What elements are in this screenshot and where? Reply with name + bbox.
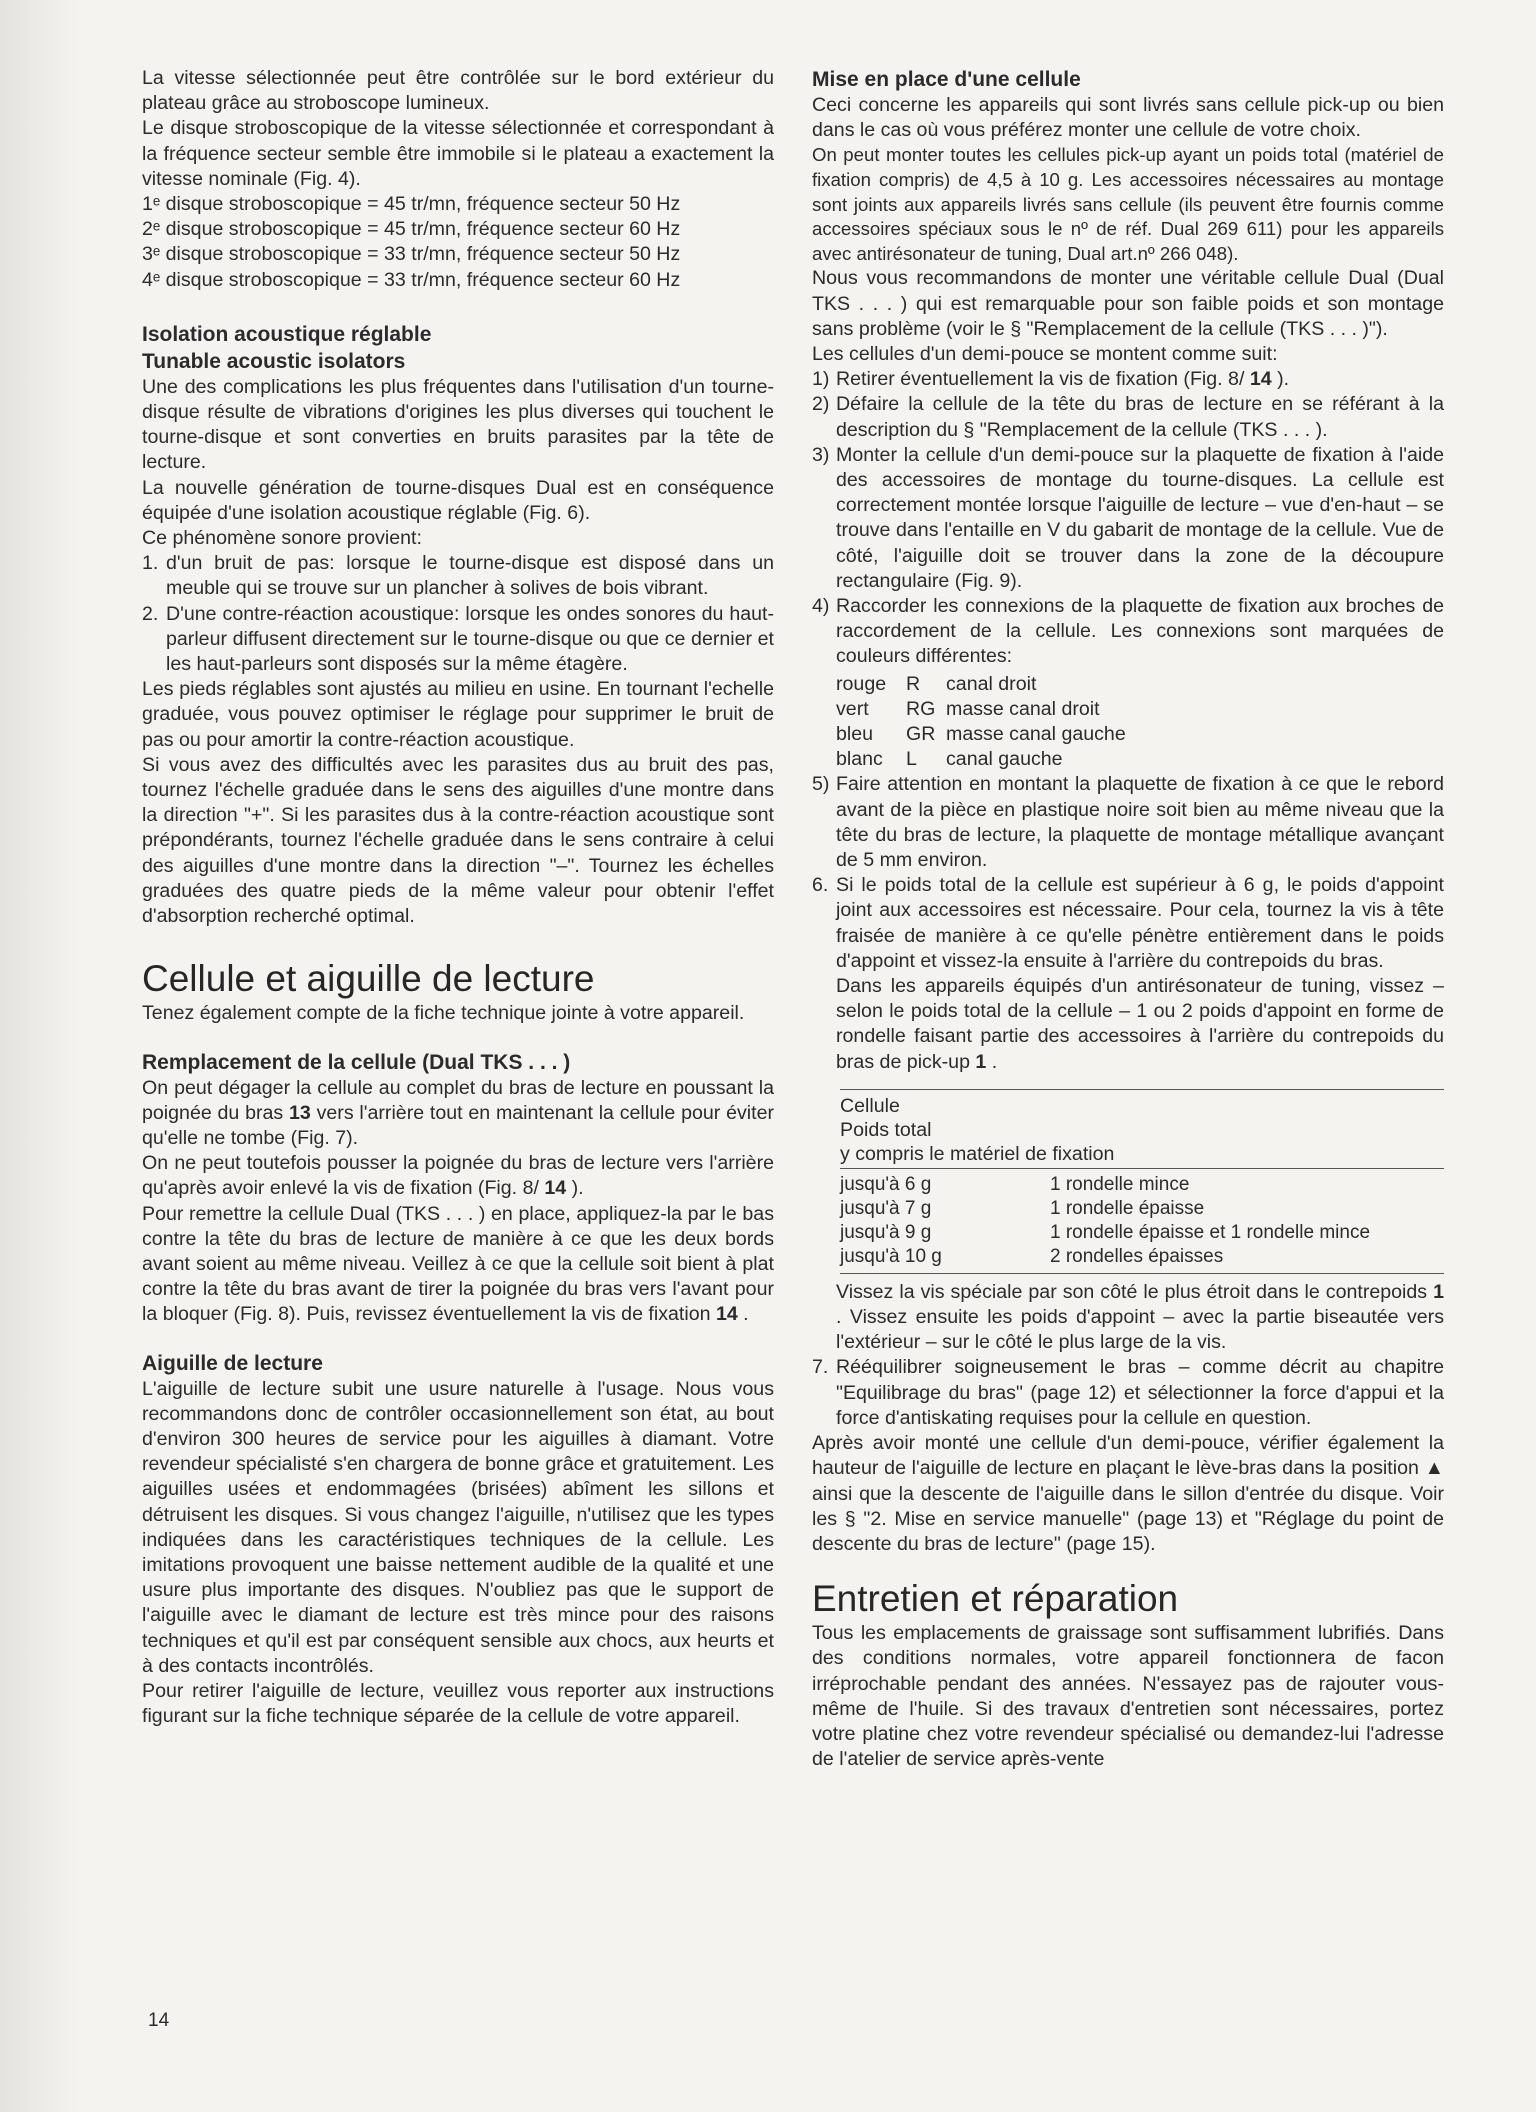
remplacement-paragraph-3: Pour remettre la cellule Dual (TKS . . . ) en place, appliquez-la par le bas contre la tête du bras de lecture de manière à ce que les deux bords avant soient au même niveau. Veillez à ce que la cellule soit bient à plat contre la tête du bras avant de tirer la poignée du bras vers l'avant pour la bloquer (Fig. 8). Puis, revissez éventuellement la vis de fixation 14 . xyxy=(142,1202,774,1326)
isolation-paragraph-5: Si vous avez des difficultés avec les parasites dus au bruit des pas, tournez l'échelle graduée dans le sens des aiguilles d'une montre dans la direction "+". Si les parasites dus à la contre-réaction acoustique sont prépondérants, tournez l'échelle graduée dans le sens contraire à celui des aiguilles d'une montre dans la direction "–". Tournez les échelles graduées des quatre pieds de la même valeur pour obtenir l'effet d'absorption recherché optimal. xyxy=(142,753,774,928)
weights-table xyxy=(840,1089,1444,1274)
mise-paragraph-1: Ceci concerne les appareils qui sont livrés sans cellule pick-up ou bien dans le cas où vous préférez monter une cellule de votre choix. xyxy=(812,94,1444,142)
color-row: rouge R canal droit xyxy=(836,672,1037,695)
isolation-paragraph-2: La nouvelle génération de tourne-disques Dual est en conséquence équipée d'une isolation acoustique réglable (Fig. 6). xyxy=(142,476,774,524)
isolation-title-en: Tunable acoustic isolators xyxy=(142,349,406,373)
mise-paragraph-3: Nous vous recommandons de monter une véritable cellule Dual (Dual TKS . . . ) qui est remarquable pour son faible poids et son montage sans problème (voir le § "Remplacement de la cellule (TKS . . . )"). xyxy=(812,267,1444,340)
step6-paragraph-2: Dans les appareils équipés d'un antirésonateur de tuning, vissez – selon le poids total de la cellule – 1 ou 2 poids d'appoint en forme de rondelle faisant partie des accessoires à l'arrière du contrepoids du bras de pick-up 1 . xyxy=(836,975,1444,1073)
list-number: 1. xyxy=(142,552,159,575)
ref-number: 1 xyxy=(1433,1280,1444,1303)
table-header-line: Poids total xyxy=(840,1118,932,1141)
step-item: 7. Rééquilibrer soigneusement le bras – comme décrit au chapitre "Equilibrage du bras" (page 12) et sélectionner la force d'appui et la force d'antiskating requises pour la cellule en question. xyxy=(812,1356,1444,1429)
table-row: jusqu'à 6 g 1 rondelle mince xyxy=(840,1173,1190,1195)
remplacement-paragraph-1: On peut dégager la cellule au complet du bras de lecture en poussant la poignée du bras 13 vers l'arrière tout en maintenant la cellule pour éviter qu'elle ne tombe (Fig. 7). xyxy=(142,1076,774,1149)
mise-paragraph-4: Les cellules d'un demi-pouce se montent comme suit: xyxy=(812,342,1278,365)
aiguille-paragraph-1: L'aiguille de lecture subit une usure naturelle à l'usage. Nous vous recommandons donc de contrôler occasionnellement son état, au bout d'environ 300 heures de service pour les aiguilles à diamant. Votre revendeur spécialisté s'en chargera de bonne grâce et gratuitement. Les aiguilles usées et endommagées (brisées) abîment les sillons et détruisent les disques. Si vous changez l'aiguille, n'utilisez que les types indiquées dans les caractéristiques techniques de la cellule. Les imitations provoquent une baisse nettement audible de la qualité et une usure plus importante des disques. N'oubliez pas que le support de l'aiguille avec le diamant de lecture est très mince pour des raisons techniques et qu'il est par conséquent sensible aux chocs, aux heurts et à des contacts incontrôlés. xyxy=(142,1377,774,1677)
strobe-line-2: 2ᵉ disque stroboscopique = 45 tr/mn, fréquence secteur 60 Hz xyxy=(142,218,681,241)
mounting-steps-cont xyxy=(812,1280,1444,1431)
after-paragraph: Après avoir monté une cellule d'un demi-pouce, vérifier également la hauteur de l'aiguille de lecture en plaçant le lève-bras dans la position ▲ ainsi que la descente de l'aiguille dans le sillon d'entrée du disque. Voir les § "2. Mise en service manuelle" (page 13) et "Réglage du point de descente du bras de lecture" (page 15). xyxy=(812,1432,1444,1555)
table-row: jusqu'à 9 g 1 rondelle épaisse et 1 rondelle mince xyxy=(840,1221,1371,1243)
left-column xyxy=(142,66,774,1729)
table-row: jusqu'à 10 g 2 rondelles épaisses xyxy=(840,1245,1224,1267)
table-header-line: y compris le matériel de fixation xyxy=(840,1142,1115,1165)
step-item: 5) Faire attention en montant la plaquette de fixation à ce que le rebord avant de la pièce en plastique noire soit bien au même niveau que la tête du bras de lecture, la plaquette de montage métallique avançant de 5 mm environ. xyxy=(812,773,1444,872)
strobe-line-1: 1ᵉ disque stroboscopique = 45 tr/mn, fréquence secteur 50 Hz xyxy=(142,193,681,216)
table-header-line: Cellule xyxy=(840,1094,900,1117)
right-column xyxy=(812,66,1444,1772)
ref-number: 1 xyxy=(975,1050,987,1073)
cellule-heading: Cellule et aiguille de lecture xyxy=(142,958,595,1000)
weights-table-body xyxy=(840,1173,1444,1269)
step-item: 4) Raccorder les connexions de la plaquette de fixation aux broches de raccordement de la cellule. Les connexions sont marquées de couleurs différentes: rouge R canal droit vert RG masse canal droit bleu GR masse canal gauche blanc L canal gauche xyxy=(812,594,1444,772)
list-number: 2. xyxy=(142,602,159,625)
ref-number: 14 xyxy=(544,1177,567,1200)
color-codes xyxy=(836,672,1444,773)
intro-paragraph-2: Le disque stroboscopique de la vitesse sélectionnée et correspondant à la fréquence secteur semble être immobile si le plateau a exactement la vitesse nominale (Fig. 4). xyxy=(142,117,774,190)
aiguille-paragraph-2: Pour retirer l'aiguille de lecture, veuillez vous reporter aux instructions figurant sur la fiche technique séparée de la cellule de votre appareil. xyxy=(142,1679,774,1728)
table-header xyxy=(840,1089,1444,1169)
remplacement-paragraph-2: On ne peut toutefois pousser la poignée du bras de lecture vers l'arrière qu'après avoir enlevé la vis de fixation (Fig. 8/ 14 ). xyxy=(142,1152,774,1200)
ref-number: 14 xyxy=(715,1303,738,1326)
isolation-paragraph-1: Une des complications les plus fréquentes dans l'utilisation d'un tourne-disque résulte de vibrations d'origines les plus diverses qui touchent le tourne-disque et sont converties en bruits parasites par la tête de lecture. xyxy=(142,375,774,474)
isolation-paragraph-4: Les pieds réglables sont ajustés au milieu en usine. En tournant l'echelle graduée, vous pouvez optimiser le réglage pour supprimer le bruit de pas ou pour amortir la contre-réaction acoustique. xyxy=(142,678,774,751)
list-text: D'une contre-réaction acoustique: lorsque les ondes sonores du haut-parleur diffusent directement sur le tourne-disque ou que ce dernier et les haut-parleurs sont disposés sur la même étagère. xyxy=(166,602,774,676)
isolation-title-fr: Isolation acoustique réglable xyxy=(142,322,432,346)
strobe-list xyxy=(142,192,774,293)
page-number: 14 xyxy=(148,2010,170,2031)
step-item: 6. Si le poids total de la cellule est supérieur à 6 g, le poids d'appoint joint aux accessoires est nécessaire. Pour cela, tournez la vis à tête fraisée de manière à ce qu'elle pénètre entièrement dans le poids d'appoint et vissez-la ensuite à l'arrière du contrepoids du bras. Dans les appareils équipés d'un antirésonateur de tuning, vissez – selon le poids total de la cellule – 1 ou 2 poids d'appoint en forme de rondelle faisant partie des accessoires à l'arrière du contrepoids du bras de pick-up 1 . xyxy=(812,873,1444,1075)
mise-paragraph-2: On peut monter toutes les cellules pick-up ayant un poids total (matériel de fixation compris) de 4,5 à 10 g. Les accessoires nécessaires au montage sont joints aux appareils livrés sans cellule (ils peuvent être fournis comme accessoires spéciaux sous le nº de réf. Dual 269 611) pour les appareils avec antirésonateur de tuning, Dual art.nº 266 048). xyxy=(812,144,1444,264)
aiguille-title: Aiguille de lecture xyxy=(142,1351,323,1375)
list-item xyxy=(142,551,774,601)
color-row: vert RG masse canal droit xyxy=(836,697,1100,720)
step-item: 3) Monter la cellule d'un demi-pouce sur la plaquette de fixation à l'aide des accessoires de montage du tourne-disques. La cellule est correctement montée lorsque l'aiguille de lecture – vue d'en-haut – se trouve dans l'entaille en V du gabarit de montage de la cellule. Vue de côté, l'aiguille doit se trouver dans la zone de la découpure rectangulaire (Fig. 9). xyxy=(812,443,1444,592)
mise-title: Mise en place d'une cellule xyxy=(812,68,1081,91)
strobe-line-4: 4ᵉ disque stroboscopique = 33 tr/mn, fréquence secteur 60 Hz xyxy=(142,268,681,291)
step-item: 1) Retirer éventuellement la vis de fixation (Fig. 8/ 14 ). xyxy=(812,368,1290,391)
strobe-line-3: 3ᵉ disque stroboscopique = 33 tr/mn, fréquence secteur 50 Hz xyxy=(142,243,681,266)
remplacement-title: Remplacement de la cellule (Dual TKS . . . ) xyxy=(142,1050,571,1074)
isolation-paragraph-3: Ce phénomène sonore provient: xyxy=(142,527,422,550)
mounting-steps xyxy=(812,367,1444,1075)
color-row: blanc L canal gauche xyxy=(836,748,1063,771)
step-item: 2) Défaire la cellule de la tête du bras de lecture en se référant à la description du § "Remplacement de la cellule (TKS . . . ). xyxy=(812,393,1444,441)
entretien-heading: Entretien et réparation xyxy=(812,1578,1179,1620)
intro-paragraph-1: La vitesse sélectionnée peut être contrôlée sur le bord extérieur du plateau grâce au stroboscope lumineux. xyxy=(142,67,774,115)
ref-number: 14 xyxy=(1249,368,1272,391)
isolation-list xyxy=(142,551,774,677)
table-row: jusqu'à 7 g 1 rondelle épaisse xyxy=(840,1197,1205,1219)
page-edge-shadow xyxy=(0,0,80,2112)
list-item xyxy=(142,602,774,678)
ref-number: 13 xyxy=(289,1101,311,1124)
list-text: d'un bruit de pas: lorsque le tourne-disque est disposé dans un meuble qui se trouve sur un plancher à solives de bois vibrant. xyxy=(166,552,774,600)
color-row: bleu GR masse canal gauche xyxy=(836,723,1126,746)
cellule-paragraph: Tenez également compte de la fiche technique jointe à votre appareil. xyxy=(142,1002,745,1025)
entretien-paragraph: Tous les emplacements de graissage sont suffisamment lubrifiés. Dans des conditions normales, votre appareil fonctionnera de facon irréprochable pendant des années. N'essayez pas de rajouter vous-même de l'huile. Si des travaux d'entretien sont nécessaires, portez votre platine chez votre revendeur spécialisé ou demandez-lui l'adresse de l'atelier de service après-vente xyxy=(812,1622,1444,1771)
step-item: Vissez la vis spéciale par son côté le plus étroit dans le contrepoids 1 . Vissez ensuite les poids d'appoint – avec la partie biseautée vers l'extérieur – sur le côté le plus large de la vis. xyxy=(836,1280,1444,1354)
